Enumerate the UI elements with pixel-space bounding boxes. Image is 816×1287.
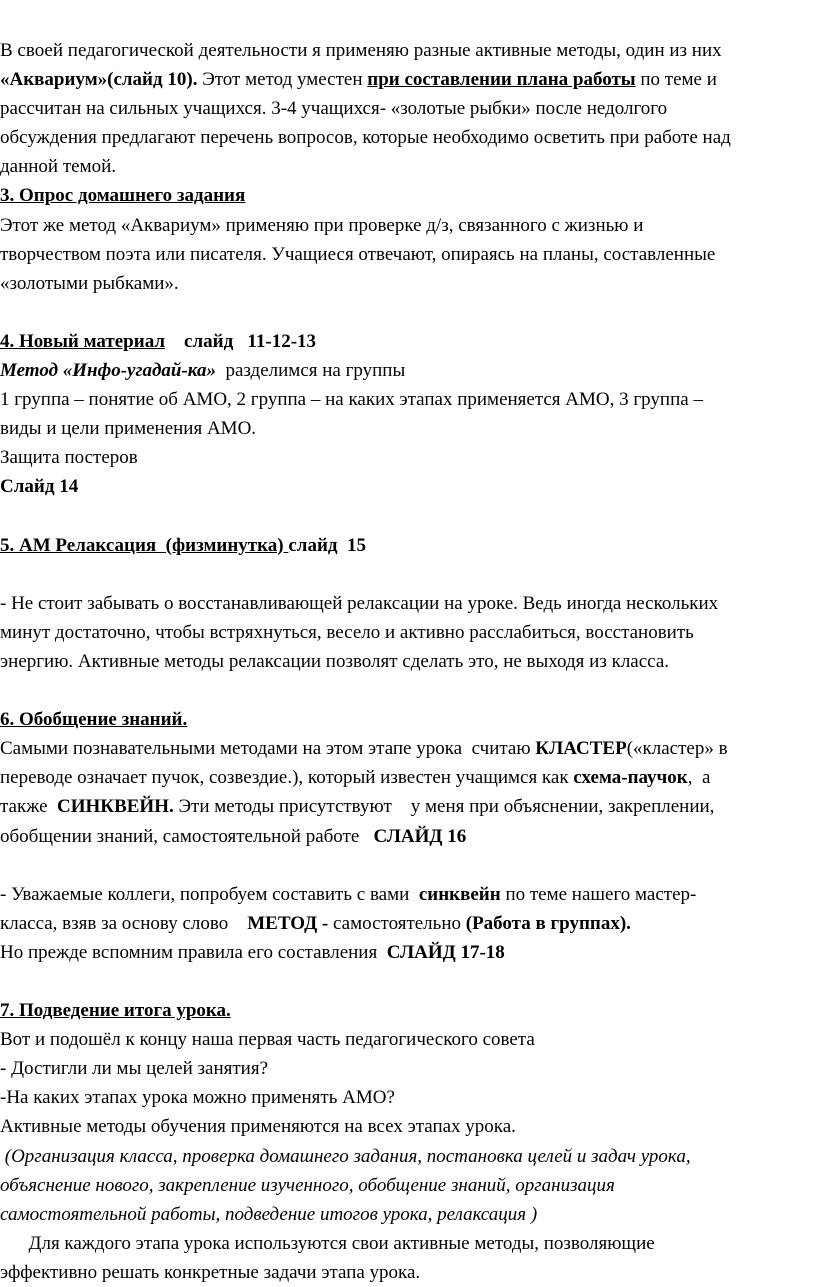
text-span: переводе означает пучок, созвездие.), который известен учащимся как: [0, 767, 574, 789]
text-span: Самыми познавательными методами на этом этапе урока считаю: [0, 738, 536, 760]
emphasis-text: СИНКВЕЙН.: [57, 796, 174, 818]
text-span: самостоятельно: [328, 912, 466, 934]
section-heading-3: 3. Опрос домашнего задания: [0, 185, 246, 207]
text-line: Активные методы обучения применяются на всех этапах урока.: [0, 1116, 516, 1138]
blank-line: [0, 851, 816, 880]
emphasis-text: при составлении плана работы: [367, 69, 636, 91]
text-span: , а: [687, 767, 711, 789]
text-span: класса, взяв за основу слово: [0, 912, 248, 934]
text-line: [0, 65, 816, 94]
text-line: «золотыми рыбками».: [0, 272, 179, 294]
text-line: [0, 880, 816, 909]
section-heading-6: 6. Обобщение знаний.: [0, 709, 188, 731]
text-line: - Не стоит забывать о восстанавливающей релаксации на уроке. Ведь иногда нескольких: [0, 592, 719, 614]
text-line: Защита постеров: [0, 447, 138, 469]
text-line: обсуждения предлагают перечень вопросов, которые необходимо осветить при работе над: [0, 127, 731, 149]
text-span: Эти методы присутствуют у меня при объяснении, закреплении,: [173, 796, 715, 818]
text-span: - Уважаемые коллеги, попробуем составить с вами: [0, 883, 419, 905]
slide-reference: Слайд 14: [0, 476, 79, 498]
text-span: Но прежде вспомним правила его составления: [0, 941, 387, 963]
text-line: [0, 763, 816, 792]
text-span: обобщении знаний, самостоятельной работе: [0, 825, 374, 847]
text-line: Вот и подошёл к концу наша первая часть педагогического совета: [0, 1029, 535, 1051]
method-name: Метод «Инфо-угадай-ка»: [0, 360, 216, 382]
slide-reference: СЛАЙД 17-18: [386, 941, 505, 963]
text-span: по теме нашего мастер-: [500, 883, 697, 905]
heading-slide: слайд 15: [288, 534, 367, 556]
text-line: виды и цели применения АМО.: [0, 418, 257, 440]
text-line: [0, 356, 816, 385]
emphasis-text: схема-паучок: [573, 767, 688, 789]
text-line: Этот же метод «Аквариум» применяю при проверке д/з, связанного с жизнью и: [0, 214, 644, 236]
text-line: творчеством поэта или писателя. Учащиеся отвечают, опираясь на планы, составленные: [0, 243, 716, 265]
text-span: по теме и: [635, 69, 717, 91]
blank-line: [0, 676, 816, 705]
blank-line: [0, 298, 816, 327]
section-heading-5: [0, 531, 816, 560]
heading-title: 4. Новый материал: [0, 330, 166, 352]
emphasis-text: МЕТОД -: [247, 912, 329, 934]
heading-slide: слайд 11-12-13: [165, 330, 317, 352]
text-line: 1 группа – понятие об АМО, 2 группа – на каких этапах применяется АМО, 3 группа –: [0, 389, 703, 411]
emphasis-text: КЛАСТЕР: [535, 738, 627, 760]
text-line: энергию. Активные методы релаксации позволят сделать это, не выходя из класса.: [0, 650, 670, 672]
text-line: [0, 938, 816, 967]
text-line: (Организация класса, проверка домашнего задания, постановка целей и задач урока,: [0, 1145, 691, 1167]
text-span: разделимся на группы: [215, 360, 406, 382]
text-span: также: [0, 796, 58, 818]
text-line: Для каждого этапа урока используются свои активные методы, позволяющие: [0, 1232, 655, 1254]
text-line: В своей педагогической деятельности я применяю разные активные методы, один из них: [0, 40, 722, 61]
text-line: эффективно решать конкретные задачи этапа урока.: [0, 1261, 421, 1283]
text-line: - Достигли ли мы целей занятия?: [0, 1058, 269, 1080]
text-line: [0, 792, 816, 821]
text-line: самостоятельной работы, подведение итогов урока, релаксация ): [0, 1203, 538, 1225]
slide-reference: СЛАЙД 16: [373, 825, 467, 847]
section-heading-7: 7. Подведение итога урока.: [0, 1000, 231, 1022]
section-heading-4: [0, 327, 816, 356]
blank-line: [0, 967, 816, 996]
method-name: «Аквариум»(слайд 10).: [0, 69, 198, 91]
text-span: Этот метод уместен: [197, 69, 368, 91]
text-line: [0, 909, 816, 938]
text-line: [0, 822, 816, 851]
text-line: минут достаточно, чтобы встряхнуться, весело и активно расслабиться, восстановить: [0, 621, 694, 643]
text-line: объяснение нового, закрепление изученного, обобщение знаний, организация: [0, 1174, 615, 1196]
emphasis-text: (Работа в группах).: [465, 912, 631, 934]
text-line: [0, 734, 816, 763]
blank-line: [0, 560, 816, 589]
heading-title: 5. АМ Релаксация (физминутка): [0, 534, 289, 556]
blank-line: [0, 502, 816, 531]
text-line: рассчитан на сильных учащихся. 3-4 учащихся- «золотые рыбки» после недолгого: [0, 98, 668, 120]
text-span: («кластер» в: [626, 738, 728, 760]
text-line: -На каких этапах урока можно применять АМО?: [0, 1087, 395, 1109]
emphasis-text: синквейн: [418, 883, 501, 905]
text-line: данной темой.: [0, 156, 117, 178]
